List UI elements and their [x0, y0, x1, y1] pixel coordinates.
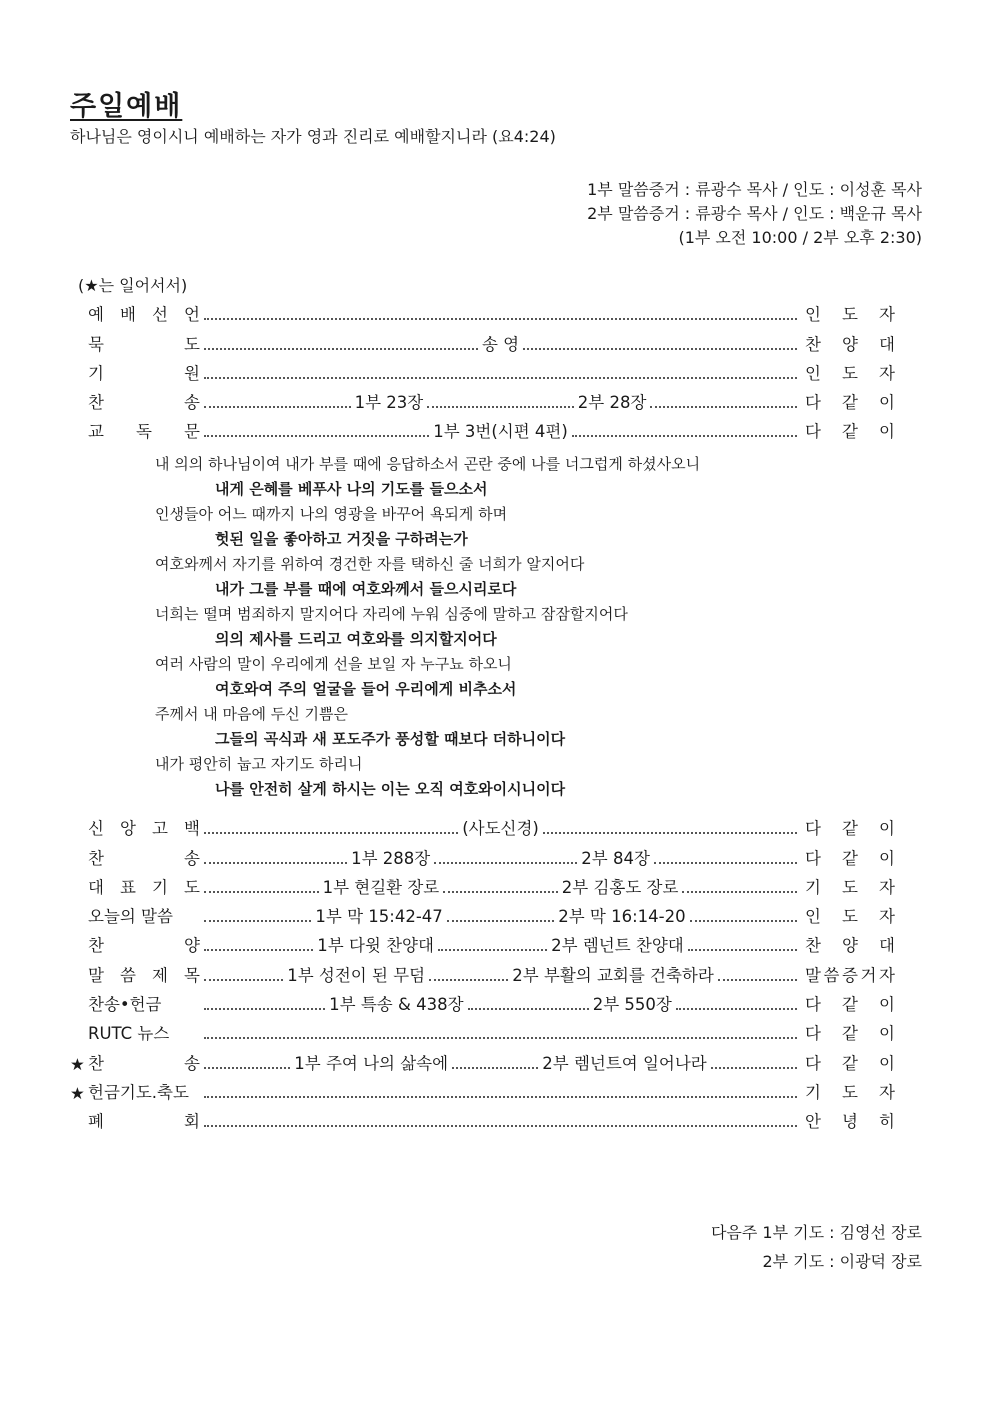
reading-line-leader: 여호와께서 자기를 위하여 경건한 자를 택하신 줄 너희가 알지어다	[155, 555, 585, 573]
leader-dots	[204, 435, 429, 437]
label-char: 선	[152, 305, 168, 325]
reading-line-leader: 내 의의 하나님이여 내가 부를 때에 응답하소서 곤란 중에 나를 너그럽게 하셨사오니	[155, 455, 701, 473]
order-item-detail	[200, 418, 801, 442]
order-row	[70, 839, 895, 868]
stand-mark: ★	[70, 1054, 85, 1074]
order-item-detail	[200, 815, 801, 839]
order-row	[70, 1015, 895, 1044]
leader-dots	[204, 1125, 797, 1127]
order-item-detail	[200, 845, 801, 869]
detail-second-service: 2부 부활의 교회를 건축하라	[512, 965, 714, 985]
role-char: 이	[879, 1053, 895, 1073]
role-char: 씀	[823, 965, 840, 985]
order-row	[70, 296, 895, 325]
order-of-worship-bottom	[70, 810, 895, 1132]
order-item-role	[805, 301, 895, 325]
role-char: 자	[879, 965, 895, 985]
order-row	[70, 956, 895, 985]
label-char: 찬	[88, 936, 104, 956]
label-char: 송	[184, 848, 200, 868]
leader-dots	[676, 1008, 797, 1010]
label-char: 회	[184, 1112, 200, 1132]
detail-first-service: 1부 288장	[351, 848, 431, 868]
order-row	[70, 355, 895, 384]
order-item-detail	[200, 377, 801, 384]
order-row	[70, 413, 895, 442]
order-item-role	[805, 418, 895, 442]
label-char: 도	[184, 334, 200, 354]
role-char: 이	[879, 393, 895, 413]
order-item-label	[88, 1108, 200, 1132]
order-row	[70, 1044, 895, 1073]
leader-dots	[718, 979, 797, 981]
order-item-detail	[200, 1125, 801, 1132]
detail-second-service: 2부 김홍도 장로	[561, 877, 679, 897]
reading-line-leader: 여러 사람의 말이 우리에게 선을 보일 자 누구뇨 하오니	[155, 655, 512, 673]
label-char: 원	[184, 363, 200, 383]
role-char: 말	[805, 965, 821, 985]
detail-first-service: 1부 특송 & 438장	[329, 995, 464, 1015]
label-char: 대	[88, 877, 104, 897]
order-row	[70, 927, 895, 956]
role-char: 안	[805, 1112, 821, 1132]
leader-dots	[204, 1037, 797, 1039]
leader-dots	[572, 435, 797, 437]
order-item-label: 찬송•헌금	[88, 995, 162, 1015]
detail-second-service: 2부 막 16:14-20	[558, 907, 686, 927]
role-char: 도	[842, 305, 858, 325]
order-item-role	[805, 1020, 895, 1044]
label-char: 도	[184, 877, 200, 897]
role-char: 같	[842, 819, 858, 839]
order-row	[70, 810, 895, 839]
leader-dots	[204, 891, 319, 893]
responsive-reading	[155, 452, 700, 802]
role-char: 이	[879, 1024, 895, 1044]
order-row	[70, 384, 895, 413]
reading-line-response: 의의 제사를 드리고 여호와를 의지할지어다	[215, 630, 497, 648]
detail-second-service: 2부 렘넌트여 일어나라	[542, 1053, 707, 1073]
detail-first-service: 1부 23장	[354, 393, 424, 413]
detail-first-service: 1부 다윗 찬양대	[317, 936, 434, 956]
role-char: 대	[879, 936, 895, 956]
role-char: 양	[842, 334, 858, 354]
label-char: 교	[88, 422, 104, 442]
role-char: 양	[842, 936, 858, 956]
leader-dots	[711, 1067, 797, 1069]
role-char: 인	[805, 305, 821, 325]
leader-dots	[204, 979, 283, 981]
reading-line-response: 나를 안전히 살게 하시는 이는 오직 여호와이시니이다	[215, 780, 566, 798]
detail-first-service: 1부 현길환 장로	[322, 877, 440, 897]
label-char: 씀	[120, 965, 136, 985]
leader-dots	[468, 1008, 589, 1010]
detail-second-service: 2부 28장	[577, 393, 647, 413]
label-char: 폐	[88, 1112, 104, 1132]
order-item-detail	[200, 389, 801, 413]
role-char: 같	[842, 1024, 858, 1044]
role-char: 히	[879, 1112, 895, 1132]
role-char: 다	[805, 1053, 821, 1073]
role-char: 인	[805, 363, 821, 383]
order-item-detail	[200, 991, 801, 1015]
label-char: 양	[184, 936, 200, 956]
label-char: 예	[88, 305, 104, 325]
role-char: 녕	[842, 1112, 858, 1132]
order-item-detail	[200, 932, 801, 956]
label-char: 말	[88, 965, 104, 985]
role-char: 이	[879, 995, 895, 1015]
order-item-role	[805, 360, 895, 384]
label-char: 문	[184, 422, 200, 442]
role-char: 도	[842, 1082, 858, 1102]
order-item-detail	[200, 1037, 801, 1044]
leader-dots	[452, 1067, 538, 1069]
leader-dots	[204, 318, 797, 320]
next-prayer-line-2: 2부 기도 : 이광덕 장로	[762, 1252, 922, 1271]
role-char: 기	[805, 1082, 821, 1102]
reading-line-leader: 내가 평안히 눕고 자기도 하리니	[155, 755, 363, 773]
order-item-role	[805, 1108, 895, 1132]
order-item-label	[88, 1050, 200, 1074]
role-char: 다	[805, 848, 821, 868]
role-char: 기	[805, 877, 821, 897]
leader-dots	[429, 979, 508, 981]
role-char: 같	[842, 995, 858, 1015]
role-char: 찬	[805, 936, 821, 956]
role-char: 도	[842, 363, 858, 383]
leader-dots	[434, 862, 577, 864]
leader-dots	[650, 406, 797, 408]
reading-line-response: 그들의 곡식과 새 포도주가 풍성할 때보다 더하니이다	[215, 730, 566, 748]
order-item-label	[88, 360, 200, 384]
order-item-label: RUTC 뉴스	[88, 1024, 170, 1044]
role-char: 자	[879, 1082, 895, 1102]
order-item-detail	[200, 903, 801, 927]
order-item-role	[805, 874, 895, 898]
label-char: 백	[184, 819, 200, 839]
order-of-worship-top	[70, 296, 895, 442]
role-char: 증	[842, 965, 858, 985]
order-item-label	[88, 932, 200, 956]
detail-first-service: 1부 막 15:42-47	[315, 907, 443, 927]
role-char: 이	[879, 422, 895, 442]
role-char: 거	[860, 965, 877, 985]
leader-dots	[204, 1096, 797, 1098]
detail-second-service: 2부 84장	[581, 848, 650, 868]
preacher-info	[587, 178, 922, 250]
label-char: 표	[120, 877, 136, 897]
order-item-role	[805, 932, 895, 956]
role-char: 다	[805, 422, 821, 442]
leader-dots	[438, 949, 547, 951]
order-item-detail	[200, 1050, 801, 1074]
label-char: 기	[152, 877, 168, 897]
order-item-role	[805, 1050, 895, 1074]
role-char: 다	[805, 819, 821, 839]
label-char: 독	[136, 422, 152, 442]
reading-line-leader: 주께서 내 마음에 두신 기쁨은	[155, 705, 348, 723]
order-item-role	[805, 962, 895, 986]
order-item-role	[805, 1079, 895, 1103]
order-item-label	[88, 874, 200, 898]
label-char: 신	[88, 819, 104, 839]
next-prayer-line-1: 다음주 1부 기도 : 김영선 장로	[710, 1223, 922, 1242]
detail-first-service: 1부 주여 나의 삶속에	[294, 1053, 449, 1073]
leader-dots	[427, 406, 574, 408]
label-char: 언	[184, 305, 200, 325]
leader-dots	[443, 891, 558, 893]
preacher-line-2: 2부 말씀증거 : 류광수 목사 / 인도 : 백운규 목사	[587, 204, 922, 223]
order-item-role	[805, 845, 895, 869]
leader-dots	[523, 348, 797, 350]
order-item-label: 헌금기도.축도	[88, 1082, 189, 1102]
order-item-label	[88, 331, 200, 355]
order-row	[70, 898, 895, 927]
leader-dots	[682, 891, 797, 893]
role-char: 자	[879, 363, 895, 383]
preacher-line-1: 1부 말씀증거 : 류광수 목사 / 인도 : 이성훈 목사	[587, 180, 922, 199]
leader-dots	[204, 862, 347, 864]
leader-dots	[204, 348, 478, 350]
leader-dots	[690, 920, 797, 922]
reading-line-response: 헛된 일을 좋아하고 거짓을 구하려는가	[215, 530, 468, 548]
role-char: 다	[805, 393, 821, 413]
leader-dots	[654, 862, 797, 864]
leader-dots	[204, 406, 351, 408]
order-item-role	[805, 903, 895, 927]
order-item-detail	[200, 962, 801, 986]
order-item-label	[88, 845, 200, 869]
detail-second-service: 2부 렘넌트 찬양대	[551, 936, 684, 956]
leader-dots	[447, 920, 554, 922]
stand-mark: ★	[70, 1083, 85, 1103]
reading-line-leader: 인생들아 어느 때까지 나의 영광을 바꾸어 욕되게 하며	[155, 505, 508, 523]
leader-dots	[204, 1067, 290, 1069]
leader-dots	[543, 832, 797, 834]
order-item-detail	[200, 318, 801, 325]
role-char: 같	[842, 393, 858, 413]
order-row	[70, 869, 895, 898]
detail-first-service: 1부 성전이 된 무덤	[287, 965, 426, 985]
order-row	[70, 986, 895, 1015]
page-title: 주일예배	[70, 91, 183, 122]
leader-dots	[204, 377, 797, 379]
reading-line-response: 여호와여 주의 얼굴을 들어 우리에게 비추소서	[215, 680, 517, 698]
label-char: 앙	[120, 819, 136, 839]
order-row	[70, 1074, 895, 1103]
role-char: 자	[879, 305, 895, 325]
label-char: 목	[184, 965, 200, 985]
leader-dots	[204, 920, 311, 922]
next-week-prayer	[711, 1218, 922, 1276]
role-char: 자	[879, 907, 895, 927]
role-char: 다	[805, 995, 821, 1015]
detail-center: (사도신경)	[462, 819, 539, 839]
order-item-detail	[200, 1096, 801, 1103]
label-char: 기	[88, 363, 104, 383]
label-char: 찬	[88, 848, 104, 868]
label-char: 찬	[88, 1053, 104, 1073]
label-char: 고	[152, 819, 168, 839]
order-row	[70, 1103, 895, 1132]
subtitle-verse: 하나님은 영이시니 예배하는 자가 영과 진리로 예배할지니라 (요4:24)	[70, 127, 556, 146]
label-char: 배	[120, 305, 136, 325]
label-char: 송	[184, 1053, 200, 1073]
order-item-role	[805, 815, 895, 839]
label-char: 송	[184, 393, 200, 413]
label-char: 묵	[88, 334, 104, 354]
leader-dots	[688, 949, 797, 951]
leader-dots	[204, 832, 458, 834]
role-char: 이	[879, 848, 895, 868]
reading-line-leader: 너희는 떨며 범죄하지 말지어다 자리에 누워 심중에 말하고 잠잠할지어다	[155, 605, 628, 623]
role-char: 같	[842, 422, 858, 442]
order-item-role	[805, 331, 895, 355]
detail-second-service: 2부 550장	[592, 995, 672, 1015]
order-item-detail	[200, 874, 801, 898]
order-item-label	[88, 418, 200, 442]
role-char: 같	[842, 848, 858, 868]
detail-first-service: 1부 3번(시편 4편)	[433, 422, 568, 442]
leader-dots	[204, 949, 313, 951]
order-item-label	[88, 389, 200, 413]
role-char: 같	[842, 1053, 858, 1073]
role-char: 도	[842, 907, 858, 927]
stand-note: (★는 일어서서)	[78, 276, 188, 295]
order-item-label: 오늘의 말씀	[88, 907, 173, 927]
order-item-role	[805, 389, 895, 413]
role-char: 도	[842, 877, 858, 897]
detail-center: 송 영	[481, 334, 520, 354]
order-item-label	[88, 815, 200, 839]
order-item-role	[805, 991, 895, 1015]
label-char: 제	[152, 965, 168, 985]
leader-dots	[204, 1008, 325, 1010]
service-times: (1부 오전 10:00 / 2부 오후 2:30)	[678, 228, 922, 247]
order-item-label	[88, 301, 200, 325]
order-item-detail	[200, 331, 801, 355]
role-char: 자	[879, 877, 895, 897]
label-char: 찬	[88, 393, 104, 413]
role-char: 대	[879, 334, 895, 354]
reading-line-response: 내가 그를 부를 때에 여호와께서 들으시리로다	[215, 580, 517, 598]
role-char: 다	[805, 1024, 821, 1044]
role-char: 찬	[805, 334, 821, 354]
role-char: 이	[879, 819, 895, 839]
reading-line-response: 내게 은혜를 베푸사 나의 기도를 들으소서	[215, 480, 488, 498]
order-row	[70, 325, 895, 354]
order-item-label	[88, 962, 200, 986]
role-char: 인	[805, 907, 821, 927]
